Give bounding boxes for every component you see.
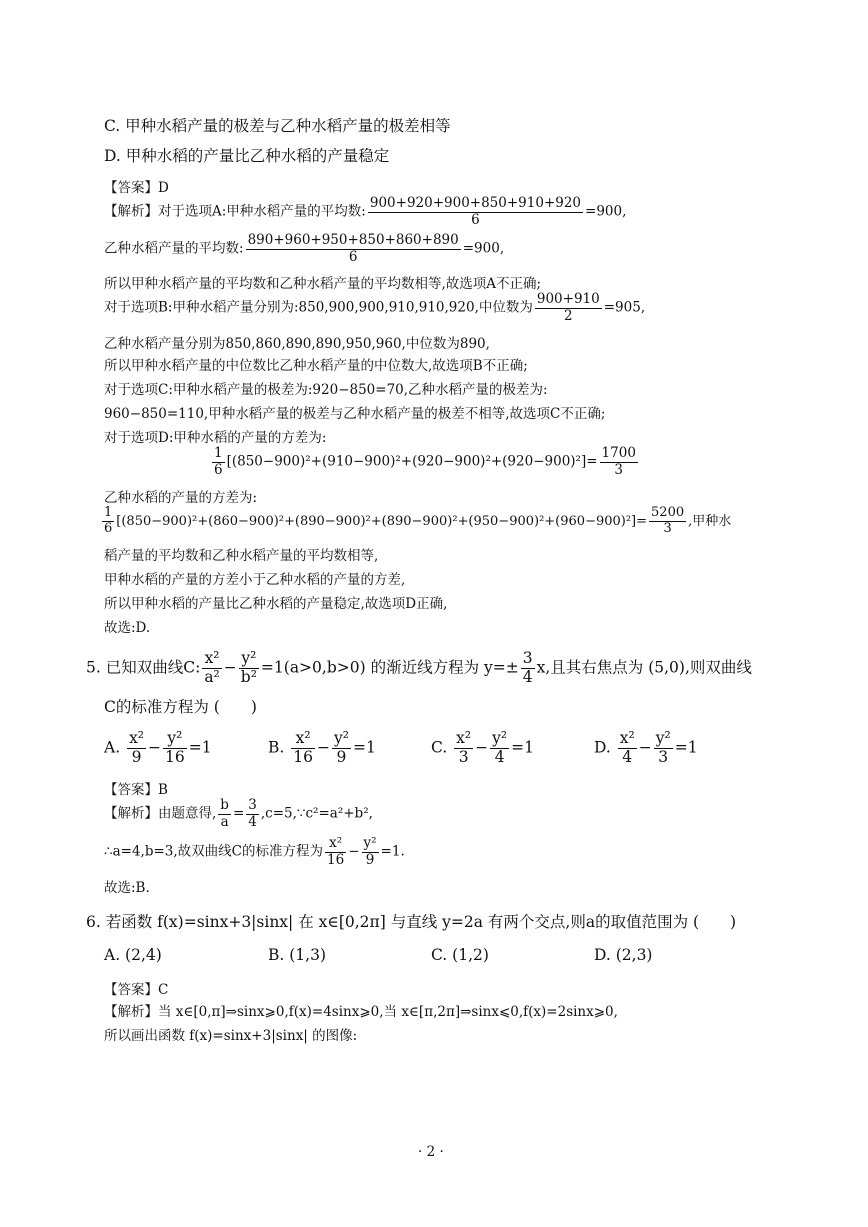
solution-line: 对于选项D:甲种水稻的产量的方差为:: [104, 430, 327, 446]
q6-option-c: C. (1,2): [431, 946, 489, 964]
q6-option-b: B. (1,3): [268, 946, 326, 964]
solution-line: 所以甲种水稻的产量比乙种水稻的产量稳定,故选项D正确,: [104, 596, 448, 612]
solution-line: 乙种水稻产量分别为850,860,890,890,950,960,中位数为890,: [104, 336, 490, 352]
q5-option-b: B. $\frac{\text{x²}}{16}$ − $\frac{\text{y²}}{9}$ =1: [268, 729, 376, 766]
q5-option-a: A. $\frac{\text{x²}}{9}$ − $\frac{\text{y²}}{16}$ =1: [104, 729, 212, 766]
solution-line: 甲种水稻的产量的方差小于乙种水稻的产量的方差,: [104, 572, 406, 588]
q6-option-a: A. (2,4): [104, 946, 162, 964]
solution-line: ∴a=4,b=3,故双曲线C的标准方程为 $\frac{\text{x²}}{16}$ − $\frac{\text{y²}}{9}$ =1.: [104, 835, 405, 868]
solution-line: 稻产量的平均数和乙种水稻产量的平均数相等,: [104, 548, 379, 564]
solution-line: 乙种水稻产量的平均数: $\frac{890+960+950+850+860+890}{6}$ =900,: [104, 232, 505, 265]
solution-line: 【解析】对于选项A:甲种水稻产量的平均数: $\frac{900+920+900+850+910+920}{6}$ =900,: [104, 195, 627, 228]
fraction: $\frac{890+960+950+850+860+890}{6}$: [247, 232, 459, 265]
q5-option-d: D. $\frac{\text{x²}}{4}$ − $\frac{\text{y²}}{3}$ =1: [594, 729, 698, 766]
question-6-stem: 6. 若函数 f(x)=sinx+3|sinx| 在 x∈[0,2π] 与直线 y=2a 有两个交点,则a的取值范围为 ( ): [86, 913, 737, 931]
variance-formula-2: $\frac{1}{6}$ [(850−900)²+(860−900)²+(890−900)²+(890−900)²+(950−900)²+(960−900)²]= $\frac{5200}{3}$ ,甲种水: [104, 505, 732, 536]
solution-line: 【解析】由题意得, $\frac{b}{a}$ = $\frac{3}{4}$ ,c=5,∵c²=a²+b²,: [104, 797, 373, 830]
option-d: D. 甲种水稻的产量比乙种水稻的产量稳定: [104, 147, 390, 165]
solution-line: 【解析】当 x∈[0,π]⇒sinx⩾0,f(x)=4sinx⩾0,当 x∈[π,2π]⇒sinx⩽0,f(x)=2sinx⩾0,: [104, 1004, 618, 1020]
solution-line: 所以甲种水稻产量的平均数和乙种水稻产量的平均数相等,故选项A不正确;: [104, 276, 542, 292]
solution-line: 对于选项C:甲种水稻产量的极差为:920−850=70,乙种水稻产量的极差为:: [104, 382, 548, 398]
fraction: $\frac{900+920+900+850+910+920}{6}$: [369, 195, 582, 228]
solution-line: 960−850=110,甲种水稻产量的极差与乙种水稻产量的极差不相等,故选项C不正确;: [104, 406, 606, 422]
question-5-stem-2: C的标准方程为 ( ): [104, 698, 257, 716]
answer-label: 【答案】D: [104, 180, 169, 196]
solution-line: 所以甲种水稻产量的中位数比乙种水稻产量的中位数大,故选项B不正确;: [104, 358, 528, 374]
solution-line: 所以画出函数 f(x)=sinx+3|sinx| 的图像:: [104, 1028, 358, 1044]
question-5-stem: 5. 已知双曲线C: $\frac{\text{x²}}{\text{a²}}$ − $\frac{\text{y²}}{\text{b²}}$ =1(a>0,b>0) 的渐近线方程为 y=± $\frac{3}{4}$ x,且其右焦点为 (5,0),则双曲线: [86, 649, 752, 686]
answer-label: 【答案】C: [104, 982, 169, 998]
q5-option-c: C. $\frac{\text{x²}}{3}$ − $\frac{\text{y²}}{4}$ =1: [431, 729, 534, 766]
option-c: C. 甲种水稻产量的极差与乙种水稻产量的极差相等: [104, 117, 451, 135]
fraction: $\frac{900+910}{2}$: [536, 291, 600, 324]
solution-line: 故选:D.: [104, 620, 151, 636]
variance-formula-1: $\frac{1}{6}$ [(850−900)²+(910−900)²+(920−900)²+(920−900)²]= $\frac{1700}{3}$: [214, 445, 636, 478]
solution-line: 乙种水稻的产量的方差为:: [104, 490, 258, 506]
answer-label: 【答案】B: [104, 782, 168, 798]
q6-option-d: D. (2,3): [594, 946, 653, 964]
solution-line: 故选:B.: [104, 880, 150, 896]
page-number: · 2 ·: [418, 1144, 444, 1160]
solution-line: 对于选项B:甲种水稻产量分别为:850,900,900,910,910,920,中位数为 $\frac{900+910}{2}$ =905,: [104, 291, 646, 324]
